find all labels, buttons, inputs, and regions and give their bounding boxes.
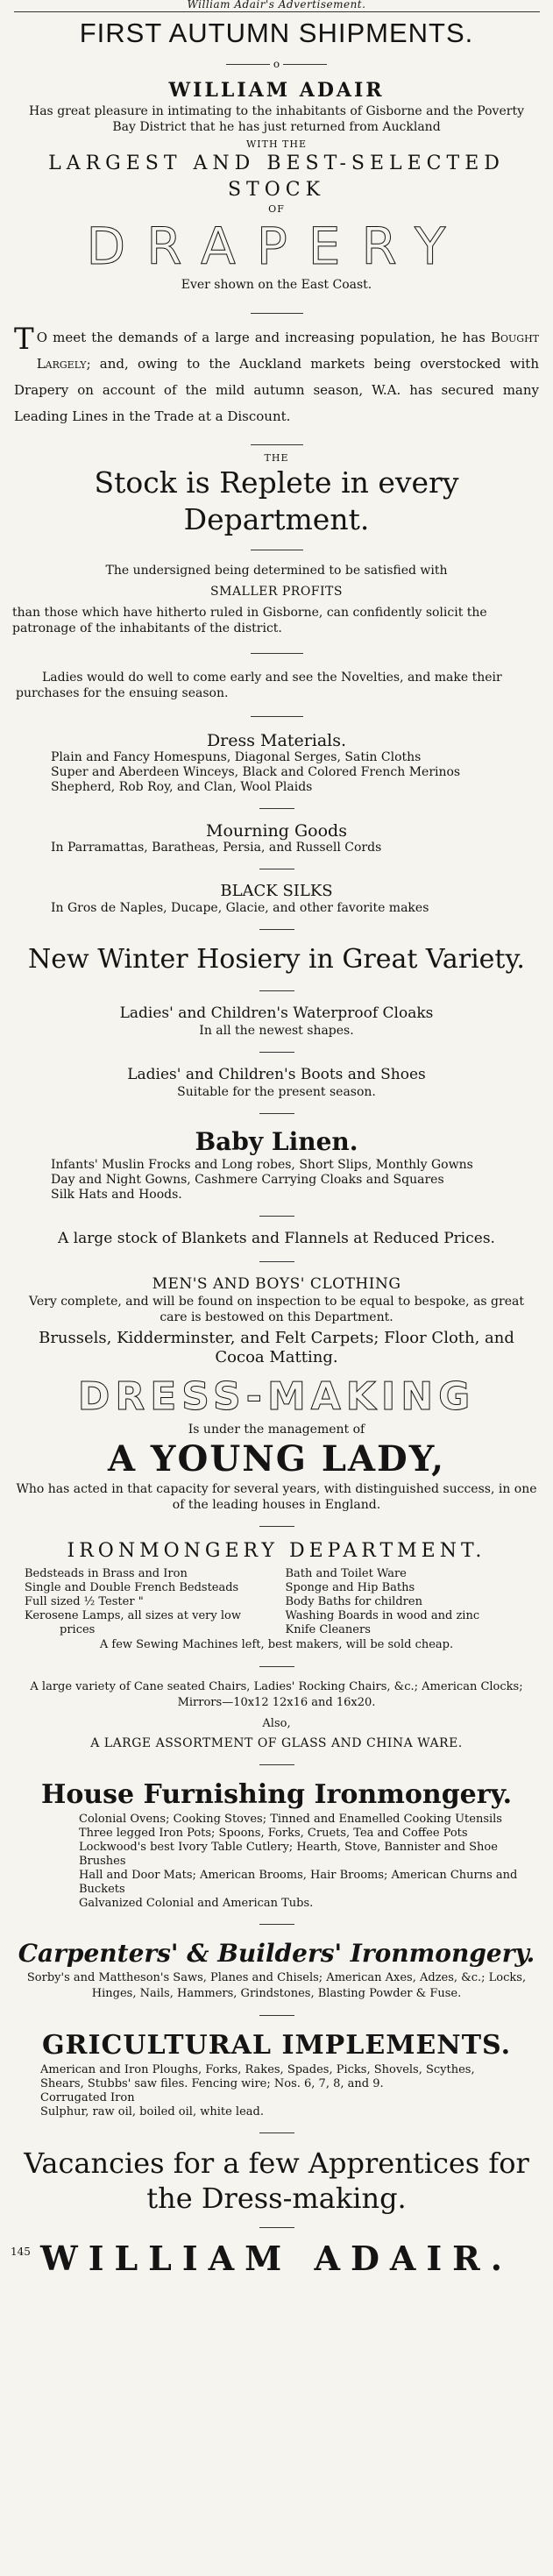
divider [9, 2007, 544, 2023]
divider [9, 645, 544, 661]
cloaks-heading: Ladies' and Children's Waterproof Cloaks [119, 1004, 434, 1022]
list-item: Bedsteads in Brass and Iron [25, 1567, 188, 1580]
ironmongery-right-column [268, 1567, 529, 1637]
smaller-profits: SMALLER PROFITS [210, 585, 343, 599]
divider [9, 2219, 544, 2235]
ironmongery-left-column [25, 1567, 268, 1637]
list-item: Lockwood's best Ivory Table Cutlery; Hearth, Stove, Bannister and Shoe Brushes [79, 1841, 498, 1868]
header-rule [14, 11, 540, 12]
list-item: Hall and Door Mats; American Brooms, Hair Brooms; American Churns and Buckets [79, 1869, 518, 1896]
list-item: American and Iron Ploughs, Forks, Rakes, Spades, Picks, Shovels, Scythes, [40, 2063, 475, 2076]
list-item: Day and Night Gowns, Cashmere Carrying Cloaks and Squares [51, 1173, 444, 1187]
list-item: Kerosene Lamps, all sizes at very low [25, 1609, 241, 1622]
list-item: Corrugated Iron [40, 2091, 135, 2104]
divider [9, 1105, 544, 1121]
divider [9, 708, 544, 724]
paragraph-text-a: O meet the demands of a large and increasing population, he has [36, 330, 491, 345]
ironmongery-columns [9, 1567, 544, 1637]
boots-heading: Ladies' and Children's Boots and Shoes [127, 1066, 426, 1083]
list-item: Colonial Ovens; Cooking Stoves; Tinned and Enamelled Cooking Utensils [79, 1813, 502, 1826]
list-item: Shepherd, Rob Roy, and Clan, Wool Plaids [51, 780, 313, 794]
list-item: Sulphur, raw oil, boiled oil, white lead. [40, 2105, 264, 2118]
vacancies-line: Vacancies for a few Apprentices for the Dress-making. [24, 2147, 529, 2215]
list-item: Knife Cleaners [285, 1623, 371, 1636]
dress-making-heading: DRESS-MAKING [77, 1374, 476, 1419]
determined-line: The undersigned being determined to be satisfied with [105, 564, 448, 578]
list-item: Body Baths for children [285, 1595, 422, 1608]
agricultural-heading: GRICULTURAL IMPLEMENTS. [41, 2030, 512, 2061]
list-item: Washing Boards in wood and zinc [285, 1609, 480, 1622]
also-label: Also, [262, 1717, 291, 1730]
baby-linen-heading: Baby Linen. [195, 1127, 358, 1156]
divider [9, 1208, 544, 1224]
than-those: than those which have hitherto ruled in Gisborne, can confidently solicit the patronage of the inhabitants of the district. [12, 606, 487, 635]
divider [9, 1518, 544, 1534]
cloaks-line: In all the newest shapes. [199, 1024, 354, 1038]
house-furnishing-list [9, 1813, 544, 1911]
divider [9, 1756, 544, 1772]
list-item: Galvanized Colonial and American Tubs. [79, 1897, 314, 1910]
divider [9, 542, 544, 557]
dress-making-under: Is under the management of [188, 1423, 365, 1437]
divider [9, 921, 544, 937]
intro-line: Has great pleasure in intimating to the inhabitants of Gisborne and the Poverty Bay District that he has just returned from Auckland [29, 104, 524, 134]
divider [9, 1658, 544, 1674]
carpenters-heading: Carpenters' & Builders' Ironmongery. [18, 1939, 535, 1968]
ornament-divider: o [9, 56, 544, 72]
divider [9, 800, 544, 816]
with-the: WITH THE [245, 138, 308, 150]
page-number: 145 [11, 2246, 31, 2258]
divider [9, 1253, 544, 1269]
black-silks-line: In Gros de Naples, Ducape, Glacie, and other favorite makes [51, 901, 429, 915]
agricultural-list [9, 2063, 544, 2119]
carpets-line: Brussels, Kidderminster, and Felt Carpets; Floor Cloth, and Cocoa Matting. [39, 1329, 514, 1366]
list-item: Full sized ½ Tester " [25, 1595, 144, 1608]
of-label: OF [268, 203, 285, 215]
list-item: Bath and Toilet Ware [285, 1567, 407, 1580]
carpenters-line: Sorby's and Mattheson's Saws, Planes and Chisels; American Axes, Adzes, &c.; Locks, Hinges, Nails, Hammers, Grindstones, Blasting Powder & Fuse. [26, 1971, 527, 2000]
largest-stock: LARGEST AND BEST-SELECTED STOCK [48, 153, 505, 201]
advertisement-page [9, 0, 544, 2573]
list-item: Super and Aberdeen Winceys, Black and Colored French Merinos [51, 765, 461, 779]
list-item: prices [60, 1623, 96, 1636]
blankets-line: A large stock of Blankets and Flannels at Reduced Prices. [58, 1230, 495, 1247]
list-item: Sponge and Hip Baths [285, 1581, 415, 1594]
boots-line: Suitable for the present season. [177, 1085, 376, 1099]
footer [9, 2239, 544, 2279]
list-item: Three legged Iron Pots; Spoons, Forks, Cruets, Tea and Coffee Pots [79, 1827, 468, 1840]
ever-shown: Ever shown on the East Coast. [181, 278, 372, 292]
divider [9, 2125, 544, 2140]
divider [9, 861, 544, 876]
list-item: Silk Hats and Hoods. [51, 1188, 182, 1202]
merchant-name: WILLIAM ADAIR [168, 79, 385, 102]
clothing-heading: MEN'S AND BOYS' CLOTHING [152, 1275, 401, 1293]
house-furnishing-heading: House Furnishing Ironmongery. [40, 1779, 513, 1810]
list-item: Plain and Fancy Homespuns, Diagonal Serges, Satin Cloths [51, 750, 422, 764]
divider [9, 1916, 544, 1932]
bought-largely: Bought Largely [36, 330, 539, 372]
running-title: William Adair's Advertisement. [187, 0, 366, 11]
paragraph-text-b: ; and, owing to the Auckland markets being overstocked with Drapery on account of the mild autumn season, W.A. has secured many Leading Lines in the Trade at a Discount. [14, 356, 539, 424]
list-item: Infants' Muslin Frocks and Long robes, Short Slips, Monthly Gowns [51, 1158, 473, 1172]
chairs-line: A large variety of Cane seated Chairs, Ladies' Rocking Chairs, &c.; American Clocks; Mirrors—10x12 12x16 and 16x20. [30, 1680, 523, 1709]
list-item: Single and Double French Bedsteads [25, 1581, 239, 1594]
drapery-heading: DRAPERY [86, 216, 467, 276]
divider [9, 983, 544, 998]
who-has-line: Who has acted in that capacity for several years, with distinguished success, in one of the leading houses in England. [16, 1482, 537, 1512]
dress-materials-heading: Dress Materials. [206, 731, 347, 750]
drop-cap: T [14, 322, 34, 357]
mourning-heading: Mourning Goods [206, 821, 347, 841]
black-silks-heading: BLACK SILKS [220, 882, 333, 900]
intro-paragraph [9, 324, 544, 429]
stock-heading: Stock is Replete in every Department. [94, 465, 459, 536]
mourning-line: In Parramattas, Baratheas, Persia, and Russell Cords [51, 841, 382, 855]
glass-line: A LARGE ASSORTMENT OF GLASS AND CHINA WARE. [90, 1736, 463, 1750]
divider [9, 305, 544, 321]
the-label: THE [264, 452, 289, 464]
clothing-line: Very complete, and will be found on inspection to be equal to bespoke, as great care is bestowed on this Department. [29, 1295, 524, 1324]
hosiery-heading: New Winter Hosiery in Great Variety. [28, 944, 525, 975]
list-item: Shears, Stubbs' saw files. Fencing wire; Nos. 6, 7, 8, and 9. [40, 2077, 384, 2090]
headline: FIRST AUTUMN SHIPMENTS. [79, 18, 474, 48]
ladies-note: Ladies would do well to come early and see the Novelties, and make their purchases for the ensuing season. [16, 671, 502, 700]
footer-merchant-name: WILLIAM ADAIR. [40, 2239, 513, 2278]
divider [9, 1044, 544, 1060]
dress-materials-list [9, 750, 544, 795]
ironmongery-heading: IRONMONGERY DEPARTMENT. [67, 1540, 486, 1562]
divider [9, 436, 544, 452]
sewing-line: A few Sewing Machines left, best makers, will be sold cheap. [99, 1638, 454, 1651]
young-lady-heading: A YOUNG LADY, [107, 1438, 446, 1480]
baby-linen-list [9, 1158, 544, 1203]
